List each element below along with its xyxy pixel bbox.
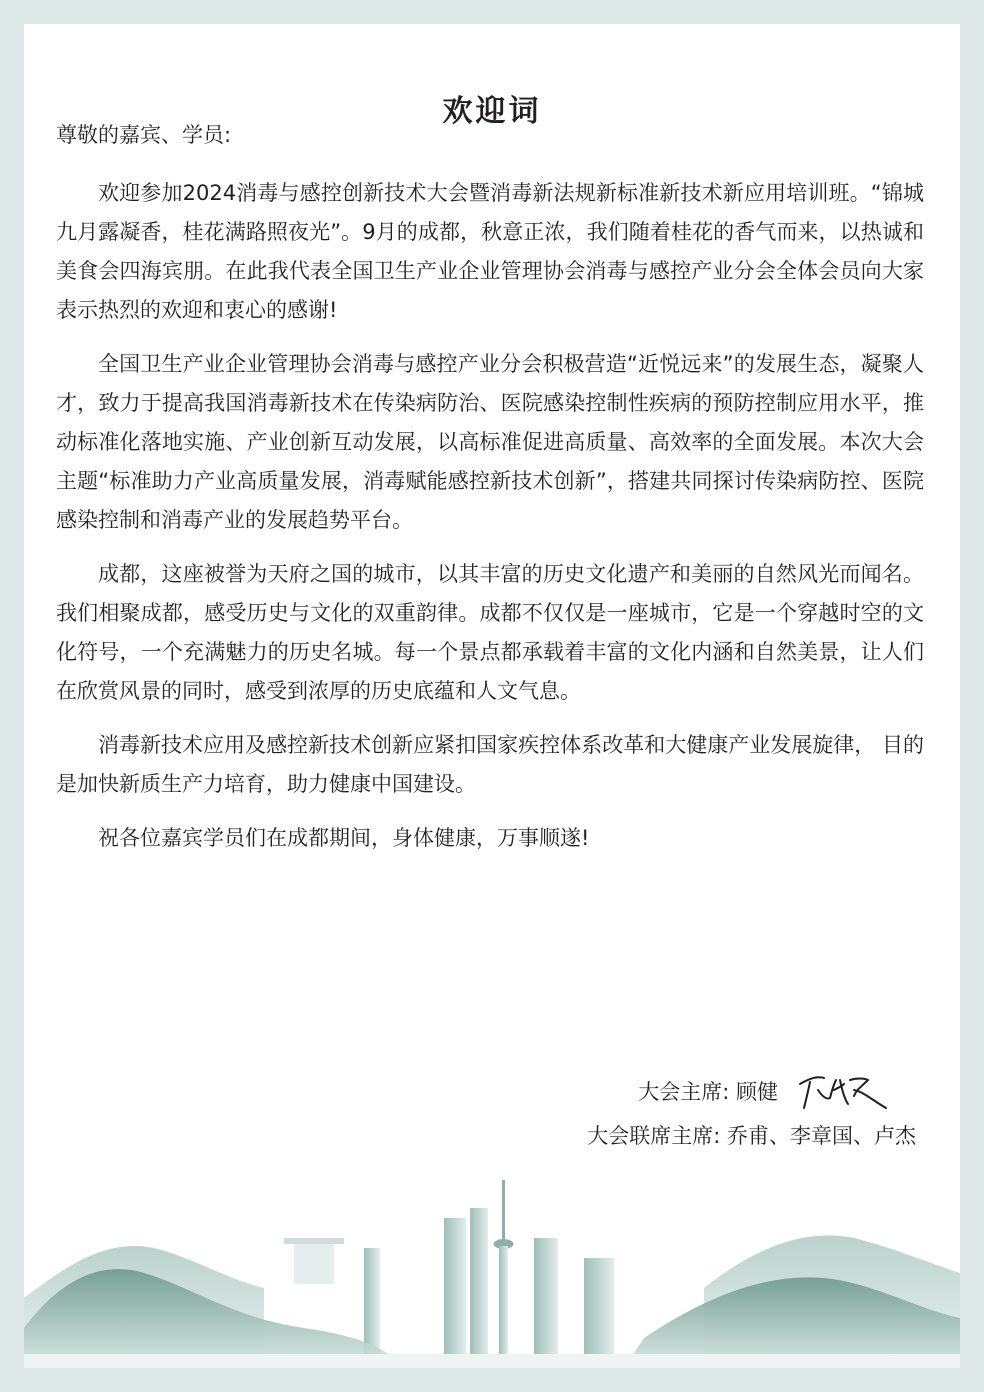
chengdu-skyline-landscape	[24, 1178, 960, 1368]
letter-body	[56, 174, 924, 873]
water-line	[24, 1354, 960, 1368]
signature-block	[396, 1070, 916, 1158]
chairman-row	[396, 1070, 916, 1114]
paragraph-chengdu: 成都，这座被誉为天府之国的城市，以其丰富的历史文化遗产和美丽的自然风光而闻名。我们相聚成都，感受历史与文化的双重韵律。成都不仅仅是一座城市，它是一个穿越时空的文化符号，一个充满魅力的历史名城。每一个景点都承载着丰富的文化内涵和自然美景，让人们在欣赏风景的同时，感受到浓厚的历史底蕴和人文气息。	[56, 562, 924, 703]
chairman-name: 大会主席: 顾健	[638, 1080, 778, 1104]
paragraph-association: 全国卫生产业企业管理协会消毒与感控产业分会积极营造“近悦远来”的发展生态，凝聚人才，致力于提高我国消毒新技术在传染病防治、医院感染控制性疾病的预防控制应用水平，推动标准化落地实施、产业创新互动发展，以高标准促进高质量、高效率的全面发展。本次大会主题“标准助力产业高质量发展，消毒赋能感控新技术创新”，搭建共同探讨传染病防控、医院感染控制和消毒产业的发展趋势平台。	[56, 352, 924, 532]
handwritten-signature-icon	[796, 1070, 892, 1114]
paragraph-welcome: 欢迎参加2024消毒与感控创新技术大会暨消毒新法规新标准新技术新应用培训班。“锦城九月露凝香，桂花满路照夜光”。9月的成都，秋意正浓，我们随着桂花的香气而来，以热诚和美食会四海宾朋。在此我代表全国卫生产业企业管理协会消毒与感控产业分会全体会员向大家表示热烈的欢迎和衷心的感谢!	[56, 181, 924, 322]
paragraph-wishes: 祝各位嘉宾学员们在成都期间，身体健康，万事顺遂!	[98, 826, 590, 850]
near-mountains	[24, 1269, 960, 1368]
paragraph-innovation: 消毒新技术应用及感控新技术创新应紧扣国家疾控体系改革和大健康产业发展旋律， 目的是加快新质生产力培育，助力健康中国建设。	[56, 733, 924, 796]
page-title: 欢迎词	[442, 94, 542, 129]
co-chairmen-names: 大会联席主席: 乔甫、李章国、卢杰	[587, 1124, 916, 1148]
co-chairmen-row	[396, 1114, 916, 1158]
city-towers	[284, 1180, 614, 1358]
salutation: 尊敬的嘉宾、学员:	[56, 123, 232, 147]
letter-page	[24, 24, 960, 1368]
